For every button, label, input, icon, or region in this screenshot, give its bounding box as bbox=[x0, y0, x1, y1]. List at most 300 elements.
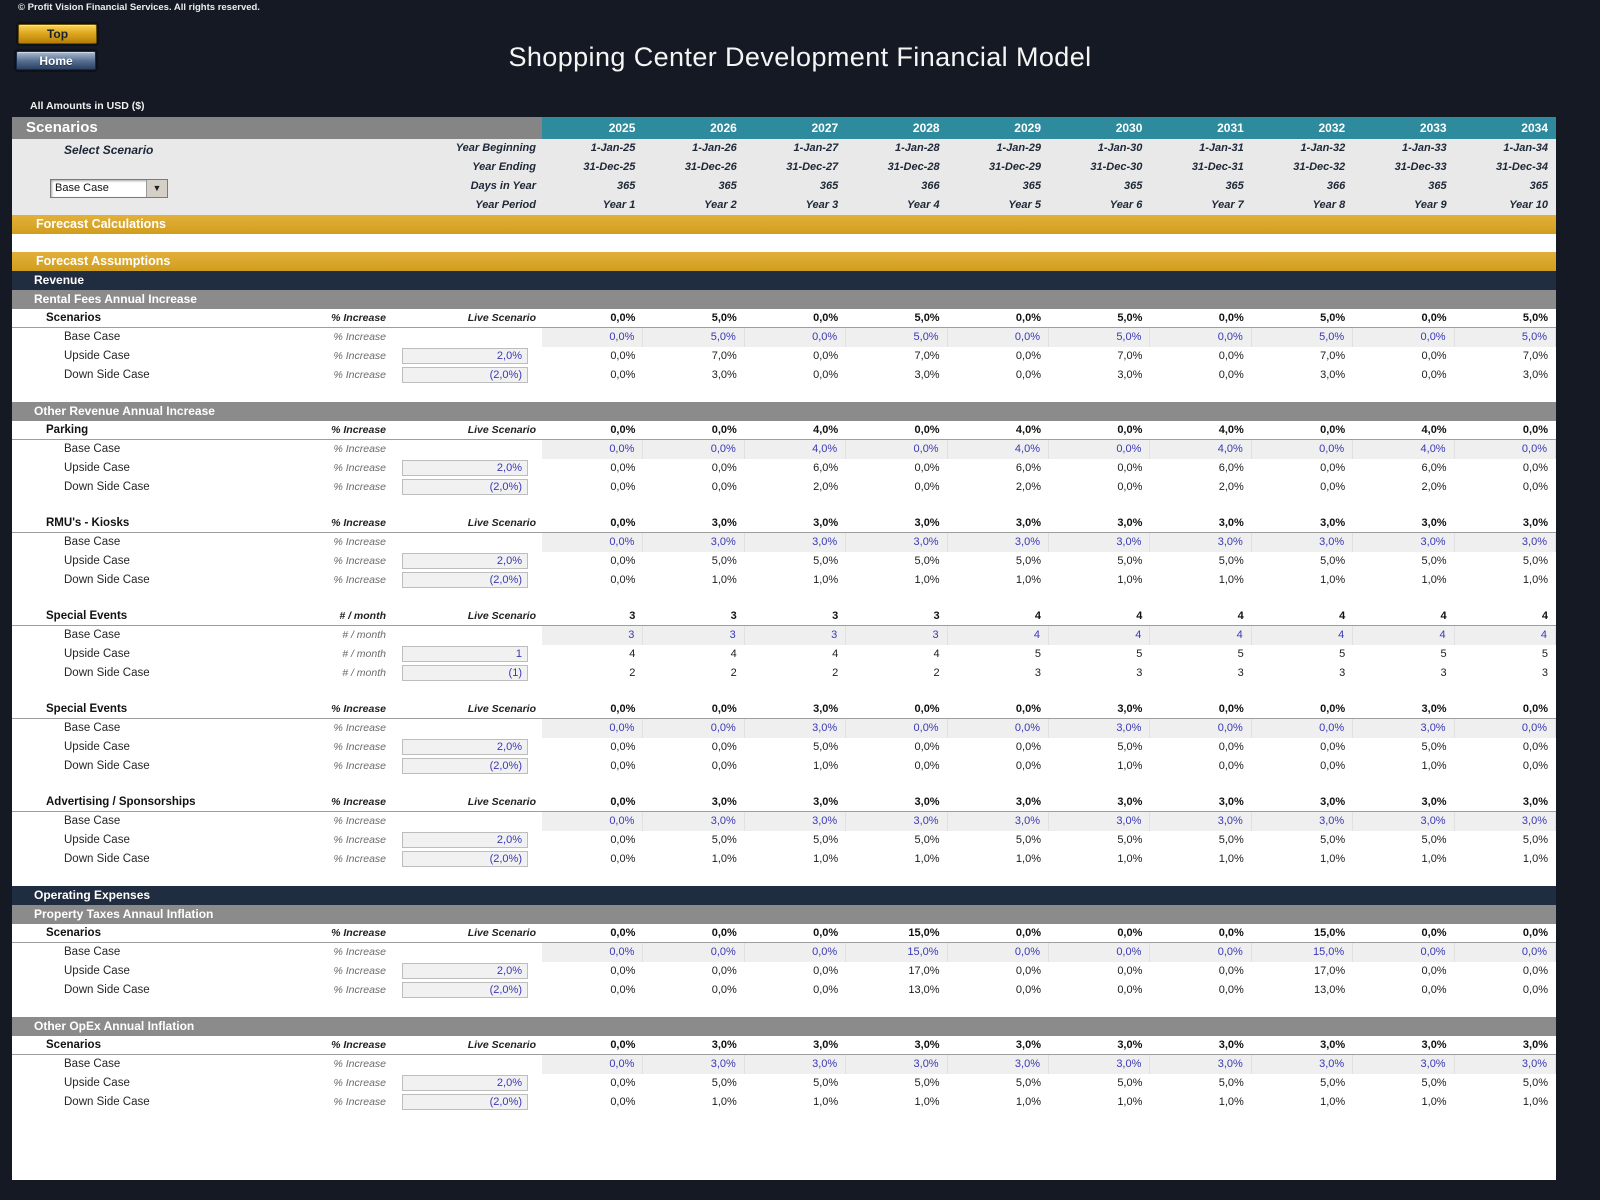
info-value-cell: 1-Jan-26 bbox=[692, 142, 737, 154]
spacer bbox=[12, 497, 1556, 514]
live-cell bbox=[390, 981, 542, 1000]
value-cell: 3,0% bbox=[813, 517, 839, 529]
value-cell: 3 bbox=[1541, 667, 1548, 679]
value-cell: 0,0% bbox=[1252, 440, 1353, 459]
value-cell: 5,0% bbox=[813, 555, 839, 567]
row-label: Advertising / Sponsorships bbox=[46, 796, 196, 808]
info-value-cell: Year 7 bbox=[1211, 199, 1244, 211]
special-events-count-header-row bbox=[12, 607, 1556, 626]
value-cell: 0,0% bbox=[745, 328, 846, 347]
value-cell: 5 bbox=[1541, 648, 1548, 660]
value-cell: 4,0% bbox=[813, 424, 839, 436]
parking-row-upside-case bbox=[12, 459, 1556, 478]
value-cell: 3,0% bbox=[1049, 719, 1150, 738]
value-cell: 0,0% bbox=[643, 440, 744, 459]
row-label: Base Case bbox=[64, 629, 121, 641]
rental-fees-down-side-case-input[interactable]: (2,0%) bbox=[402, 367, 528, 383]
special-events-pct-row-down-side-case bbox=[12, 757, 1556, 776]
value-cell: 0,0% bbox=[1049, 943, 1150, 962]
value-cell: 3,0% bbox=[1252, 812, 1353, 831]
info-row-label: Year Ending bbox=[472, 161, 536, 173]
unit-label: % Increase bbox=[333, 481, 386, 493]
value-cell: 0,0% bbox=[1522, 741, 1548, 753]
select-scenario-label: Select Scenario bbox=[64, 143, 154, 157]
info-value-cell: 365 bbox=[1225, 180, 1244, 192]
value-cell: 3,0% bbox=[846, 812, 947, 831]
info-value-cell: 1-Jan-31 bbox=[1199, 142, 1244, 154]
value-cell: 5,0% bbox=[1522, 834, 1548, 846]
value-cell: 0,0% bbox=[1320, 481, 1346, 493]
unit-label: # / month bbox=[342, 667, 386, 679]
live-cell bbox=[390, 757, 542, 776]
info-value-cell: Year 4 bbox=[906, 199, 940, 211]
value-cell: 0,0% bbox=[1522, 424, 1548, 436]
row-label: Scenarios bbox=[46, 1039, 101, 1051]
value-cell: 4 bbox=[1237, 610, 1244, 622]
value-cell: 3,0% bbox=[745, 1055, 846, 1074]
info-row-year-beginning bbox=[12, 139, 1556, 158]
value-cell: 1,0% bbox=[1421, 853, 1447, 865]
info-value-cell: 1-Jan-27 bbox=[793, 142, 839, 154]
info-value-cell: 31-Dec-29 bbox=[989, 161, 1041, 173]
value-cell: 5,0% bbox=[1421, 741, 1447, 753]
value-cell: 5,0% bbox=[1320, 312, 1346, 324]
row-label: Base Case bbox=[64, 443, 121, 455]
live-cell bbox=[390, 328, 542, 347]
info-value-cell: 1-Jan-29 bbox=[996, 142, 1041, 154]
info-value-cell: 31-Dec-34 bbox=[1496, 161, 1548, 173]
value-cell: 5,0% bbox=[846, 328, 947, 347]
row-label: RMU's - Kiosks bbox=[46, 517, 130, 529]
other-opex-upside-case-input[interactable]: 2,0% bbox=[402, 1075, 528, 1091]
parking-down-side-case-input[interactable]: (2,0%) bbox=[402, 479, 528, 495]
value-cell: 4,0% bbox=[1353, 440, 1454, 459]
row-label: Base Case bbox=[64, 1058, 121, 1070]
value-cell: 0,0% bbox=[1522, 984, 1548, 996]
value-cell: 0,0% bbox=[1015, 965, 1041, 977]
row-label: Special Events bbox=[46, 703, 128, 715]
value-cell: 0,0% bbox=[1150, 328, 1251, 347]
year-header-cell-2025: 2025 bbox=[542, 117, 643, 139]
value-cell: 0,0% bbox=[1421, 350, 1447, 362]
value-cell: 7,0% bbox=[711, 350, 737, 362]
live-cell bbox=[390, 347, 542, 366]
value-cell: 1,0% bbox=[813, 760, 839, 772]
section-row-other-opex-annual-inflation: Other OpEx Annual Inflation bbox=[12, 1017, 1556, 1036]
rental-fees-upside-case-input[interactable]: 2,0% bbox=[402, 348, 528, 364]
unit-label: % Increase bbox=[333, 462, 386, 474]
value-cell: 0,0% bbox=[1218, 927, 1244, 939]
value-cell: 5,0% bbox=[1218, 555, 1244, 567]
row-label: Base Case bbox=[64, 815, 121, 827]
value-cell: 1,0% bbox=[813, 574, 839, 586]
value-cell: 0,0% bbox=[1150, 943, 1251, 962]
value-cell: 3,0% bbox=[1320, 517, 1346, 529]
row-label: Down Side Case bbox=[64, 760, 150, 772]
value-cell: 7,0% bbox=[1320, 350, 1346, 362]
value-cell: 3,0% bbox=[711, 369, 737, 381]
value-cell: 1,0% bbox=[813, 1096, 839, 1108]
value-cell: 5,0% bbox=[1522, 555, 1548, 567]
value-cell: 3,0% bbox=[914, 1039, 940, 1051]
other-opex-header-row bbox=[12, 1036, 1556, 1055]
value-cell: 17,0% bbox=[908, 965, 940, 977]
value-cell: 0,0% bbox=[1455, 719, 1556, 738]
unit-label: % Increase bbox=[333, 946, 386, 958]
value-cell: 1,0% bbox=[1522, 574, 1548, 586]
unit-label: % Increase bbox=[333, 815, 386, 827]
value-cell: 0,0% bbox=[1015, 350, 1041, 362]
scenario-select[interactable] bbox=[50, 179, 168, 198]
value-cell: 3,0% bbox=[643, 812, 744, 831]
value-cell: 3,0% bbox=[745, 719, 846, 738]
other-opex-down-side-case-input[interactable]: (2,0%) bbox=[402, 1094, 528, 1110]
special-events-count-row-base-case bbox=[12, 626, 1556, 645]
value-cell: 13,0% bbox=[908, 984, 940, 996]
value-cell: 0,0% bbox=[1117, 462, 1143, 474]
unit-label: % Increase bbox=[331, 1039, 386, 1051]
special-events-count-down-side-case-input[interactable]: (1) bbox=[402, 665, 528, 681]
value-cell: 4 bbox=[1049, 626, 1150, 645]
row-label: Down Side Case bbox=[64, 853, 150, 865]
live-cell bbox=[390, 962, 542, 981]
value-cell: 0,0% bbox=[1522, 481, 1548, 493]
value-cell: 5 bbox=[1237, 648, 1244, 660]
info-row-days-in-year bbox=[12, 177, 1556, 196]
year-header-cell-2034: 2034 bbox=[1455, 117, 1556, 139]
info-row-label: Days in Year bbox=[470, 180, 536, 192]
value-cell: 0,0% bbox=[610, 927, 636, 939]
special-events-pct-upside-case-input[interactable]: 2,0% bbox=[402, 739, 528, 755]
row-label: Upside Case bbox=[64, 462, 130, 474]
value-cell: 4 bbox=[1136, 610, 1143, 622]
value-cell: 0,0% bbox=[1218, 312, 1244, 324]
unit-label: % Increase bbox=[333, 331, 386, 343]
value-cell: 1,0% bbox=[1522, 853, 1548, 865]
value-cell: 0,0% bbox=[1117, 965, 1143, 977]
value-cell: 2 bbox=[933, 667, 940, 679]
value-cell: 3,0% bbox=[1353, 719, 1454, 738]
value-cell: 5,0% bbox=[711, 834, 737, 846]
info-row-label: Year Period bbox=[475, 199, 536, 211]
value-cell: 1,0% bbox=[1421, 760, 1447, 772]
value-cell: 0,0% bbox=[610, 965, 636, 977]
bottom-filler bbox=[12, 1112, 1556, 1180]
value-cell: 4 bbox=[1455, 626, 1556, 645]
info-value-cell: 1-Jan-34 bbox=[1503, 142, 1548, 154]
value-cell: 0,0% bbox=[813, 927, 839, 939]
value-cell: 4,0% bbox=[1015, 424, 1041, 436]
section-row-rental-fees-annual-increase: Rental Fees Annual Increase bbox=[12, 290, 1556, 309]
value-cell: 5,0% bbox=[1117, 834, 1143, 846]
value-cell: 0,0% bbox=[610, 424, 636, 436]
info-value-cell: 365 bbox=[819, 180, 839, 192]
row-label: Down Side Case bbox=[64, 984, 150, 996]
value-cell: 6,0% bbox=[1218, 462, 1244, 474]
value-cell: 3,0% bbox=[1150, 812, 1251, 831]
value-cell: 0,0% bbox=[542, 328, 643, 347]
value-cell: 1,0% bbox=[1015, 853, 1041, 865]
value-cell: 3,0% bbox=[948, 1055, 1049, 1074]
info-value-cell: 31-Dec-25 bbox=[583, 161, 636, 173]
value-cell: 3,0% bbox=[948, 533, 1049, 552]
value-cell: 0,0% bbox=[542, 943, 643, 962]
rmus-kiosks-down-side-case-input[interactable]: (2,0%) bbox=[402, 572, 528, 588]
value-cell: 3,0% bbox=[711, 1039, 737, 1051]
row-label: Base Case bbox=[64, 536, 121, 548]
unit-label: % Increase bbox=[333, 1096, 386, 1108]
top-button[interactable]: Top bbox=[18, 24, 97, 44]
value-cell: 0,0% bbox=[1252, 719, 1353, 738]
live-cell bbox=[390, 440, 542, 459]
parking-header-row bbox=[12, 421, 1556, 440]
spacer bbox=[12, 683, 1556, 700]
value-cell: 3,0% bbox=[643, 1055, 744, 1074]
value-cell: 0,0% bbox=[610, 1096, 636, 1108]
value-cell: 5,0% bbox=[914, 312, 940, 324]
row-label: Upside Case bbox=[64, 741, 130, 753]
value-cell: 4,0% bbox=[745, 440, 846, 459]
live-cell bbox=[390, 812, 542, 831]
value-cell: 0,0% bbox=[1421, 369, 1447, 381]
row-label: Upside Case bbox=[64, 965, 130, 977]
value-cell: 3,0% bbox=[1049, 533, 1150, 552]
advertising-sponsorships-row-down-side-case bbox=[12, 850, 1556, 869]
value-cell: 2 bbox=[832, 667, 839, 679]
property-taxes-upside-case-input[interactable]: 2,0% bbox=[402, 963, 528, 979]
live-cell bbox=[390, 366, 542, 385]
property-taxes-down-side-case-input[interactable]: (2,0%) bbox=[402, 982, 528, 998]
value-cell: 3,0% bbox=[1015, 517, 1041, 529]
property-taxes-row-down-side-case bbox=[12, 981, 1556, 1000]
value-cell: 5 bbox=[1136, 648, 1143, 660]
live-scenario-label: Live Scenario bbox=[467, 927, 536, 939]
row-label: Down Side Case bbox=[64, 1096, 150, 1108]
special-events-pct-down-side-case-input[interactable]: (2,0%) bbox=[402, 758, 528, 774]
unit-label: # / month bbox=[342, 629, 386, 641]
value-cell: 0,0% bbox=[610, 741, 636, 753]
value-cell: 4 bbox=[730, 648, 737, 660]
value-cell: 5,0% bbox=[1455, 328, 1556, 347]
info-value-cell: Year 2 bbox=[704, 199, 737, 211]
value-cell: 3,0% bbox=[948, 812, 1049, 831]
value-cell: 1,0% bbox=[1117, 574, 1143, 586]
value-cell: 5,0% bbox=[1117, 741, 1143, 753]
value-cell: 4,0% bbox=[1150, 440, 1251, 459]
row-label: Parking bbox=[46, 424, 89, 436]
value-cell: 5,0% bbox=[813, 1077, 839, 1089]
value-cell: 1,0% bbox=[1320, 574, 1346, 586]
value-cell: 0,0% bbox=[711, 760, 737, 772]
value-cell: 0,0% bbox=[813, 312, 839, 324]
value-cell: 3 bbox=[730, 610, 737, 622]
amounts-note: All Amounts in USD ($) bbox=[30, 100, 145, 112]
value-cell: 0,0% bbox=[542, 719, 643, 738]
value-cell: 7,0% bbox=[914, 350, 940, 362]
value-cell: 0,0% bbox=[1117, 927, 1143, 939]
value-cell: 3,0% bbox=[846, 1055, 947, 1074]
value-cell: 3,0% bbox=[643, 533, 744, 552]
info-value-cell: Year 10 bbox=[1509, 199, 1548, 211]
info-row-year-ending bbox=[12, 158, 1556, 177]
rmus-kiosks-upside-case-input[interactable]: 2,0% bbox=[402, 553, 528, 569]
info-value-cell: 31-Dec-28 bbox=[887, 161, 940, 173]
value-cell: 3,0% bbox=[1218, 796, 1244, 808]
live-scenario-label: Live Scenario bbox=[467, 1039, 536, 1051]
spacer bbox=[12, 869, 1556, 886]
value-cell: 3,0% bbox=[914, 796, 940, 808]
value-cell: 3,0% bbox=[1252, 1055, 1353, 1074]
unit-label: # / month bbox=[339, 610, 386, 622]
value-cell: 1,0% bbox=[914, 1096, 940, 1108]
value-cell: 3,0% bbox=[1117, 796, 1143, 808]
value-cell: 3,0% bbox=[813, 703, 839, 715]
value-cell: 3 bbox=[1237, 667, 1244, 679]
value-cell: 0,0% bbox=[1218, 965, 1244, 977]
unit-label: % Increase bbox=[331, 796, 386, 808]
other-opex-row-down-side-case bbox=[12, 1093, 1556, 1112]
info-value-cell: 1-Jan-28 bbox=[894, 142, 940, 154]
value-cell: 5,0% bbox=[1252, 328, 1353, 347]
value-cell: 0,0% bbox=[813, 350, 839, 362]
value-cell: 5,0% bbox=[1015, 1077, 1041, 1089]
unit-label: % Increase bbox=[333, 350, 386, 362]
info-value-cell: 1-Jan-32 bbox=[1300, 142, 1346, 154]
live-cell bbox=[390, 1093, 542, 1112]
live-scenario-label: Live Scenario bbox=[467, 610, 536, 622]
value-cell: 3,0% bbox=[914, 369, 940, 381]
rmus-kiosks-header-row bbox=[12, 514, 1556, 533]
unit-label: % Increase bbox=[331, 927, 386, 939]
value-cell: 0,0% bbox=[1320, 703, 1346, 715]
value-cell: 0,0% bbox=[610, 462, 636, 474]
chevron-down-icon[interactable]: ▼ bbox=[146, 180, 167, 197]
info-value-cell: Year 1 bbox=[602, 199, 636, 211]
value-cell: 3,0% bbox=[813, 796, 839, 808]
home-button[interactable]: Home bbox=[16, 51, 96, 70]
value-cell: 4 bbox=[629, 648, 636, 660]
special-events-count-row-upside-case bbox=[12, 645, 1556, 664]
value-cell: 0,0% bbox=[1320, 424, 1346, 436]
value-cell: 0,0% bbox=[542, 812, 643, 831]
row-label: Upside Case bbox=[64, 648, 130, 660]
info-value-cell: Year 6 bbox=[1109, 199, 1143, 211]
unit-label: % Increase bbox=[331, 517, 386, 529]
value-cell: 2,0% bbox=[813, 481, 839, 493]
value-cell: 2 bbox=[730, 667, 737, 679]
live-cell bbox=[390, 571, 542, 590]
scenarios-header-row bbox=[12, 117, 1556, 139]
value-cell: 1,0% bbox=[1421, 574, 1447, 586]
value-cell: 5,0% bbox=[711, 312, 737, 324]
value-cell: 0,0% bbox=[610, 1039, 636, 1051]
value-cell: 1,0% bbox=[1218, 574, 1244, 586]
value-cell: 3,0% bbox=[1320, 1039, 1346, 1051]
info-value-cell: 366 bbox=[921, 180, 940, 192]
value-cell: 3,0% bbox=[846, 533, 947, 552]
live-cell bbox=[390, 943, 542, 962]
info-value-cell: 365 bbox=[1428, 180, 1447, 192]
advertising-sponsorships-down-side-case-input[interactable]: (2,0%) bbox=[402, 851, 528, 867]
value-cell: 5 bbox=[1339, 648, 1346, 660]
live-cell bbox=[390, 1074, 542, 1093]
value-cell: 0,0% bbox=[846, 440, 947, 459]
value-cell: 0,0% bbox=[1421, 984, 1447, 996]
scenarios-bar-label: Scenarios bbox=[12, 117, 542, 139]
advertising-sponsorships-row-upside-case bbox=[12, 831, 1556, 850]
value-cell: 1,0% bbox=[1218, 853, 1244, 865]
parking-upside-case-input[interactable]: 2,0% bbox=[402, 460, 528, 476]
value-cell: 0,0% bbox=[1015, 369, 1041, 381]
value-cell: 15,0% bbox=[1313, 927, 1346, 939]
advertising-sponsorships-header-row bbox=[12, 793, 1556, 812]
value-cell: 0,0% bbox=[846, 719, 947, 738]
value-cell: 0,0% bbox=[948, 719, 1049, 738]
advertising-sponsorships-upside-case-input[interactable]: 2,0% bbox=[402, 832, 528, 848]
unit-label: % Increase bbox=[333, 1058, 386, 1070]
value-cell: 1,0% bbox=[1320, 853, 1346, 865]
value-cell: 4,0% bbox=[948, 440, 1049, 459]
value-cell: 5,0% bbox=[1015, 834, 1041, 846]
unit-label: % Increase bbox=[333, 834, 386, 846]
value-cell: 5,0% bbox=[1049, 328, 1150, 347]
info-value-cell: 31-Dec-31 bbox=[1191, 161, 1244, 173]
value-cell: 0,0% bbox=[914, 462, 940, 474]
page-title: Shopping Center Development Financial Model bbox=[508, 42, 1092, 72]
row-label: Scenarios bbox=[46, 312, 101, 324]
value-cell: 3,0% bbox=[711, 517, 737, 529]
live-cell bbox=[390, 552, 542, 571]
live-cell bbox=[390, 478, 542, 497]
value-cell: 3,0% bbox=[1218, 1039, 1244, 1051]
info-value-cell: Year 8 bbox=[1312, 199, 1346, 211]
rental-fees-row-upside-case bbox=[12, 347, 1556, 366]
value-cell: 1,0% bbox=[1522, 1096, 1548, 1108]
property-taxes-row-base-case bbox=[12, 943, 1556, 962]
value-cell: 3,0% bbox=[745, 812, 846, 831]
special-events-count-upside-case-input[interactable]: 1 bbox=[402, 646, 528, 662]
value-cell: 0,0% bbox=[610, 350, 636, 362]
special-events-count-row-down-side-case bbox=[12, 664, 1556, 683]
value-cell: 1,0% bbox=[711, 1096, 737, 1108]
value-cell: 0,0% bbox=[1522, 965, 1548, 977]
value-cell: 0,0% bbox=[1320, 462, 1346, 474]
value-cell: 0,0% bbox=[1455, 943, 1556, 962]
value-cell: 0,0% bbox=[1049, 440, 1150, 459]
value-cell: 3,0% bbox=[1150, 533, 1251, 552]
value-cell: 1,0% bbox=[711, 853, 737, 865]
value-cell: 3,0% bbox=[1049, 1055, 1150, 1074]
value-cell: 5,0% bbox=[1015, 555, 1041, 567]
value-cell: 3,0% bbox=[914, 517, 940, 529]
value-cell: 5,0% bbox=[1117, 312, 1143, 324]
value-cell: 1,0% bbox=[1015, 574, 1041, 586]
section-row-other-revenue-annual-increase: Other Revenue Annual Increase bbox=[12, 402, 1556, 421]
value-cell: 3,0% bbox=[1455, 812, 1556, 831]
unit-label: % Increase bbox=[333, 965, 386, 977]
row-label: Base Case bbox=[64, 722, 121, 734]
info-value-cell: 1-Jan-25 bbox=[590, 142, 636, 154]
value-cell: 5,0% bbox=[914, 555, 940, 567]
spacer bbox=[12, 1000, 1556, 1017]
value-cell: 3,0% bbox=[1421, 517, 1447, 529]
unit-label: % Increase bbox=[333, 741, 386, 753]
value-cell: 5,0% bbox=[914, 834, 940, 846]
value-cell: 5,0% bbox=[1117, 1077, 1143, 1089]
value-cell: 0,0% bbox=[1015, 984, 1041, 996]
info-value-cell: Year 9 bbox=[1413, 199, 1447, 211]
value-cell: 4 bbox=[933, 648, 940, 660]
